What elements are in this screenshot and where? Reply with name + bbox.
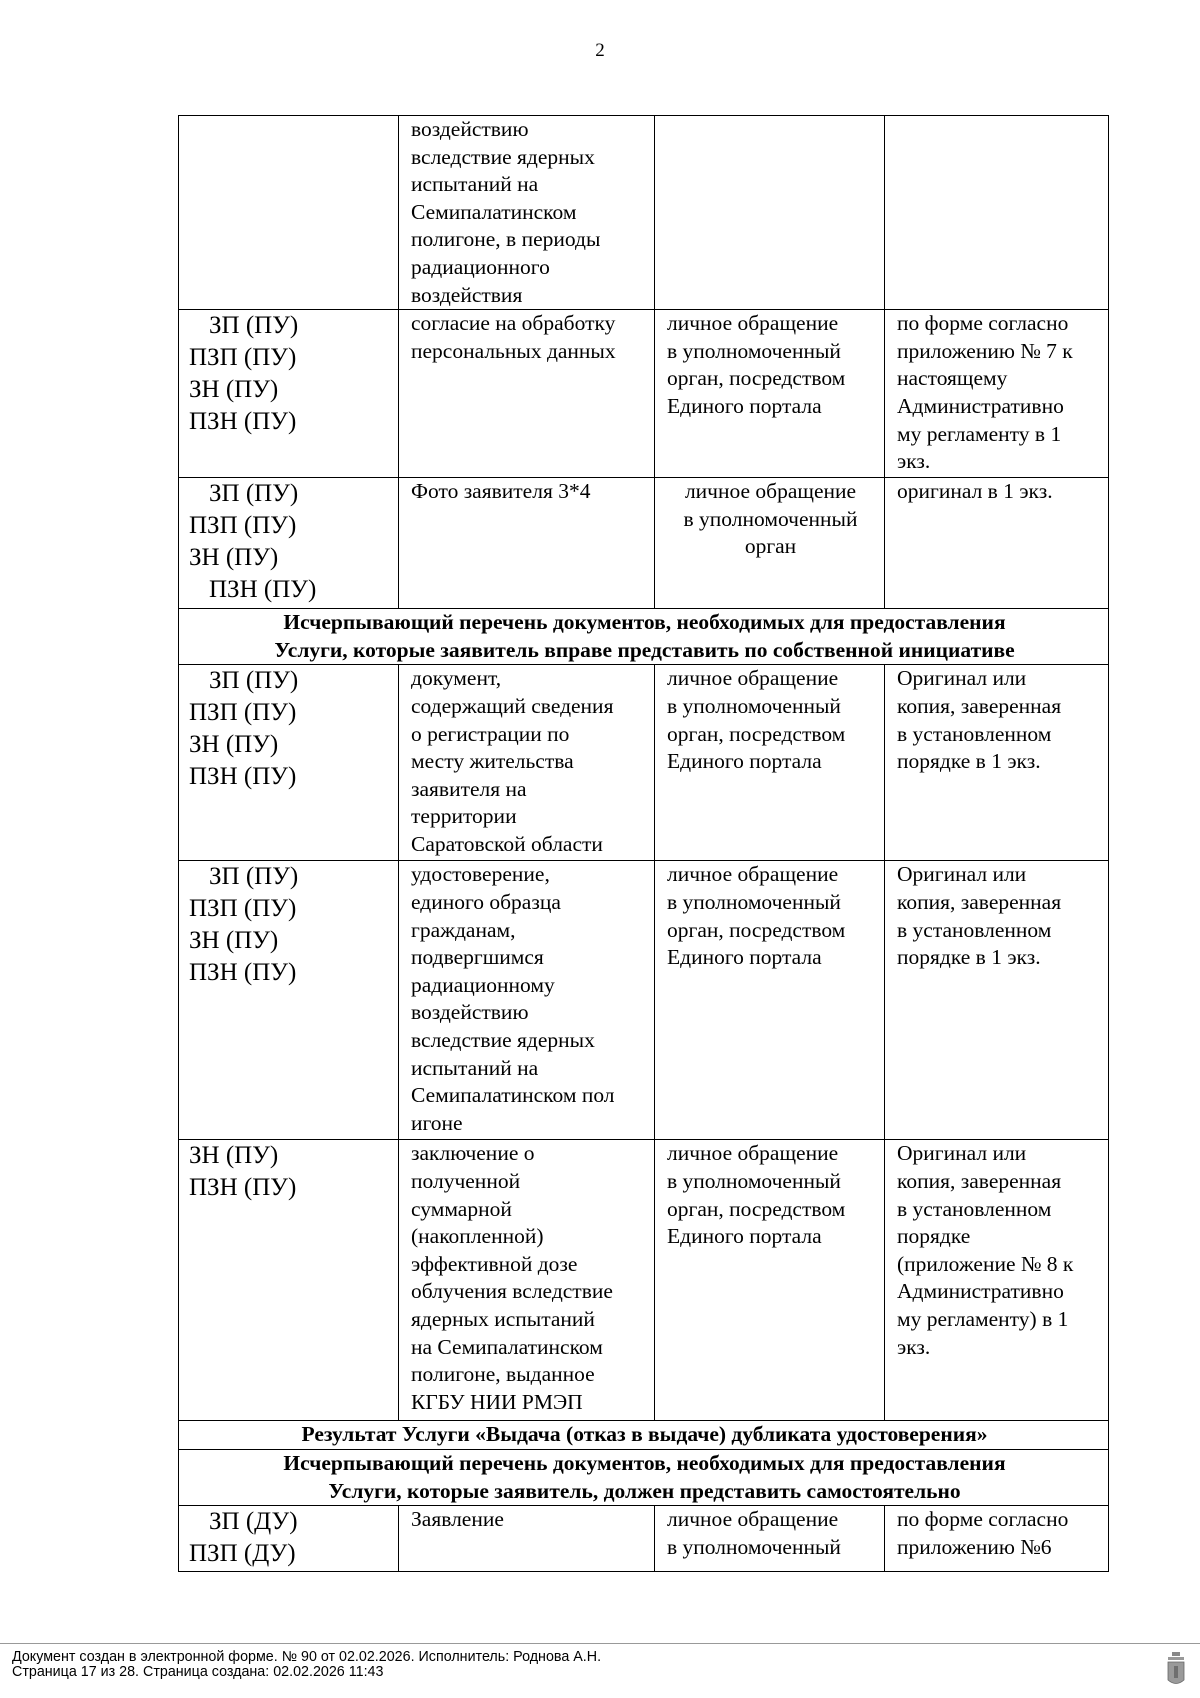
table-row (179, 665, 1109, 861)
document-cell: воздействию вследствие ядерных испытаний на Семипалатинском полигоне, в периоды радиационного воздействия (399, 116, 655, 310)
table-row (179, 1140, 1109, 1421)
method-cell: личное обращение в уполномоченный орган, посредством Единого портала (655, 665, 885, 861)
method-cell: личное обращение в уполномоченный орган, посредством Единого портала (655, 1140, 885, 1421)
document-cell: согласие на обработку персональных данных (399, 310, 655, 478)
result-row (179, 1421, 1109, 1450)
categories-cell: ЗП (ПУ) ПЗП (ПУ) ЗН (ПУ) ПЗН (ПУ) (179, 861, 399, 1140)
method-cell (655, 116, 885, 310)
footer (12, 1650, 601, 1680)
categories-cell: ЗП (ПУ) ПЗП (ПУ) ЗН (ПУ) ПЗН (ПУ) (179, 478, 399, 609)
table-row (179, 1506, 1109, 1572)
section-heading: Исчерпывающий перечень документов, необходимых для предоставления Услуги, которые заявитель, должен представить самостоятельно (179, 1449, 1109, 1505)
form-cell (885, 116, 1109, 310)
categories-cell: ЗП (ПУ) ПЗП (ПУ) ЗН (ПУ) ПЗН (ПУ) (179, 665, 399, 861)
categories-cell: ЗП (ПУ) ПЗП (ПУ) ЗН (ПУ) ПЗН (ПУ) (179, 310, 399, 478)
page-number: 2 (595, 40, 605, 61)
form-cell: Оригинал или копия, заверенная в установленном порядке (приложение № 8 к Административно му регламенту) в 1 экз. (885, 1140, 1109, 1421)
document-cell: Фото заявителя 3*4 (399, 478, 655, 609)
footer-divider (0, 1643, 1200, 1644)
documents-table (178, 115, 1109, 1572)
form-cell: по форме согласно приложению №6 (885, 1506, 1109, 1572)
document-cell: удостоверение, единого образца гражданам, подвергшимся радиационному воздействию вследствие ядерных испытаний на Семипалатинском пол игоне (399, 861, 655, 1140)
footer-line-2: Страница 17 из 28. Страница создана: 02.02.2026 11:43 (12, 1664, 384, 1680)
table-row (179, 478, 1109, 609)
method-cell: личное обращение в уполномоченный орган, посредством Единого портала (655, 310, 885, 478)
table-row (179, 861, 1109, 1140)
form-cell: Оригинал или копия, заверенная в установленном порядке в 1 экз. (885, 861, 1109, 1140)
form-cell: по форме согласно приложению № 7 к настоящему Административно му регламенту в 1 экз. (885, 310, 1109, 478)
coat-of-arms-icon (1166, 1652, 1186, 1693)
categories-cell: ЗН (ПУ) ПЗН (ПУ) (179, 1140, 399, 1421)
method-cell: личное обращение в уполномоченный (655, 1506, 885, 1572)
form-cell: оригинал в 1 экз. (885, 478, 1109, 609)
method-cell: личное обращение в уполномоченный орган, посредством Единого портала (655, 861, 885, 1140)
document-cell: Заявление (399, 1506, 655, 1572)
method-cell: личное обращение в уполномоченный орган (655, 478, 885, 609)
document-cell: документ, содержащий сведения о регистрации по месту жительства заявителя на территории Саратовской области (399, 665, 655, 861)
document-cell: заключение о полученной суммарной (накопленной) эффективной дозе облучения вследствие ядерных испытаний на Семипалатинском полигоне, выданное КГБУ НИИ РМЭП (399, 1140, 655, 1421)
table-row (179, 310, 1109, 478)
section-heading: Исчерпывающий перечень документов, необходимых для предоставления Услуги, которые заявитель вправе представить по собственной инициативе (179, 609, 1109, 665)
form-cell: Оригинал или копия, заверенная в установленном порядке в 1 экз. (885, 665, 1109, 861)
categories-cell: ЗП (ДУ) ПЗП (ДУ) (179, 1506, 399, 1572)
categories-cell (179, 116, 399, 310)
section-header-row (179, 1449, 1109, 1505)
section-header-row (179, 609, 1109, 665)
table-row (179, 116, 1109, 310)
footer-line-1: Документ создан в электронной форме. № 90 от 02.02.2026. Исполнитель: Роднова А.Н. (12, 1649, 602, 1665)
result-heading: Результат Услуги «Выдача (отказ в выдаче) дубликата удостоверения» (179, 1421, 1109, 1450)
